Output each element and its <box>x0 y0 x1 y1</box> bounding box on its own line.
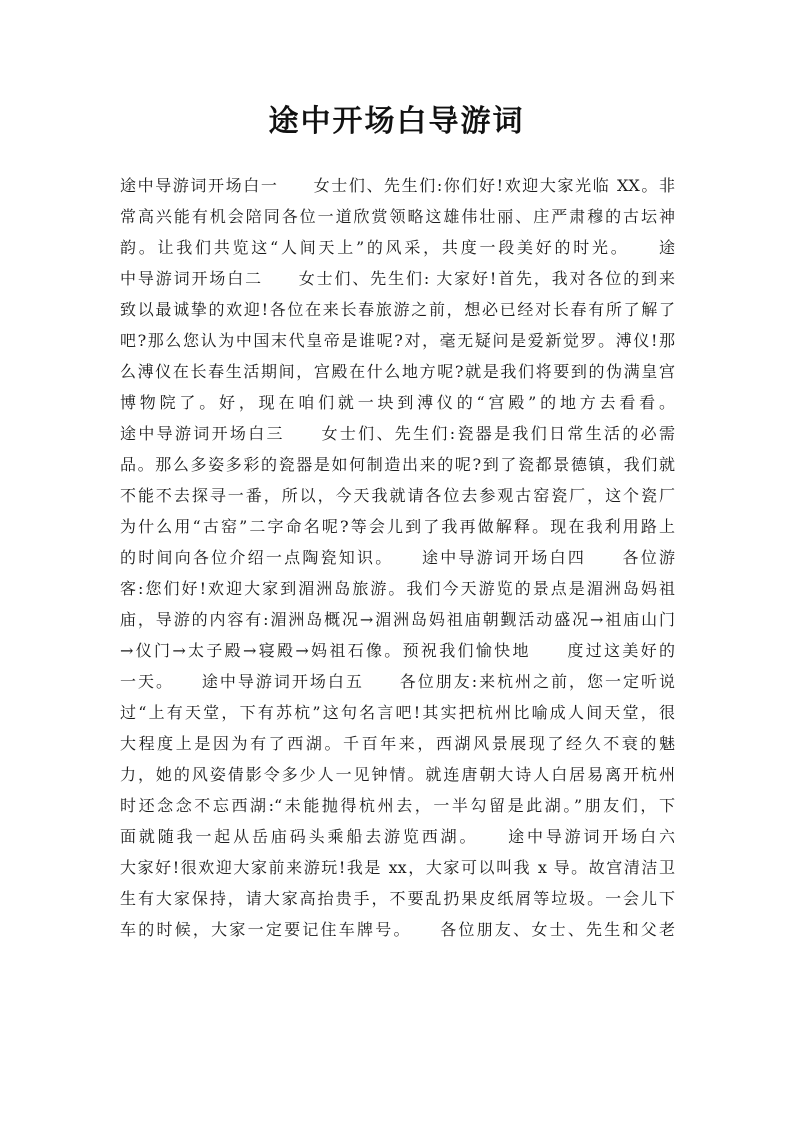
text-line: 车的时候，大家一定要记住车牌号。 各位朋友、女士、先生和父老 <box>120 920 675 939</box>
text-line: 一天。 途中导游词开场白五 各位朋友:来杭州之前，您一定听说 <box>120 672 675 691</box>
text-line: 力，她的风姿倩影令多少人一见钟情。就连唐朝大诗人白居易离开杭州 <box>120 765 675 784</box>
text-line: 时还念念不忘西湖:“未能抛得杭州去，一半勾留是此湖。”朋友们，下 <box>120 796 675 815</box>
text-line: 途中导游词开场白三 女士们、先生们:瓷器是我们日常生活的必需 <box>120 424 675 443</box>
text-line: 常高兴能有机会陪同各位一道欣赏领略这雄伟壮丽、庄严肃穆的古坛神 <box>120 207 675 226</box>
text-line: 庙，导游的内容有:湄洲岛概况→湄洲岛妈祖庙朝觐活动盛况→祖庙山门 <box>120 610 675 629</box>
document-title: 途中开场白导游词 <box>268 104 525 139</box>
text-line: 途中导游词开场白一 女士们、先生们:你们好!欢迎大家光临 XX。非 <box>120 176 675 195</box>
text-line: 不能不去探寻一番，所以，今天我就请各位去参观古窑瓷厂，这个瓷厂 <box>120 486 675 505</box>
text-line: 面就随我一起从岳庙码头乘船去游览西湖。 途中导游词开场白六 <box>120 827 675 846</box>
text-line: 的时间向各位介绍一点陶瓷知识。 途中导游词开场白四 各位游 <box>120 548 675 567</box>
text-line: 客:您们好!欢迎大家到湄洲岛旅游。我们今天游览的景点是湄洲岛妈祖 <box>120 579 675 598</box>
text-line: 韵。让我们共览这“人间天上”的风采，共度一段美好的时光。 途 <box>120 238 675 257</box>
text-line: 过“上有天堂，下有苏杭”这句名言吧!其实把杭州比喻成人间天堂，很 <box>120 703 675 722</box>
text-line: 生有大家保持，请大家高抬贵手，不要乱扔果皮纸屑等垃圾。一会儿下 <box>120 889 675 908</box>
text-line: 么溥仪在长春生活期间，宫殿在什么地方呢?就是我们将要到的伪满皇宫 <box>120 362 675 381</box>
text-line: 大程度上是因为有了西湖。千百年来，西湖风景展现了经久不衰的魅 <box>120 734 675 753</box>
text-line: 大家好!很欢迎大家前来游玩!我是 xx，大家可以叫我 x 导。故宫清洁卫 <box>120 858 675 877</box>
text-line: 品。那么多姿多彩的瓷器是如何制造出来的呢?到了瓷都景德镇，我们就 <box>120 455 675 474</box>
text-line: 博物院了。好，现在咱们就一块到溥仪的“宫殿”的地方去看看。 <box>120 393 675 412</box>
text-line: →仪门→太子殿→寝殿→妈祖石像。预祝我们愉快地 度过这美好的 <box>120 641 675 660</box>
text-line: 为什么用“古窑”二字命名呢?等会儿到了我再做解释。现在我利用路上 <box>120 517 675 536</box>
text-line: 中导游词开场白二 女士们、先生们: 大家好!首先，我对各位的到来 <box>120 269 675 288</box>
document-body <box>120 170 675 1020</box>
text-line: 致以最诚挚的欢迎!各位在来长春旅游之前，想必已经对长春有所了解了 <box>120 300 675 319</box>
text-line: 吧?那么您认为中国末代皇帝是谁呢?对，毫无疑问是爱新觉罗。溥仪!那 <box>120 331 675 350</box>
